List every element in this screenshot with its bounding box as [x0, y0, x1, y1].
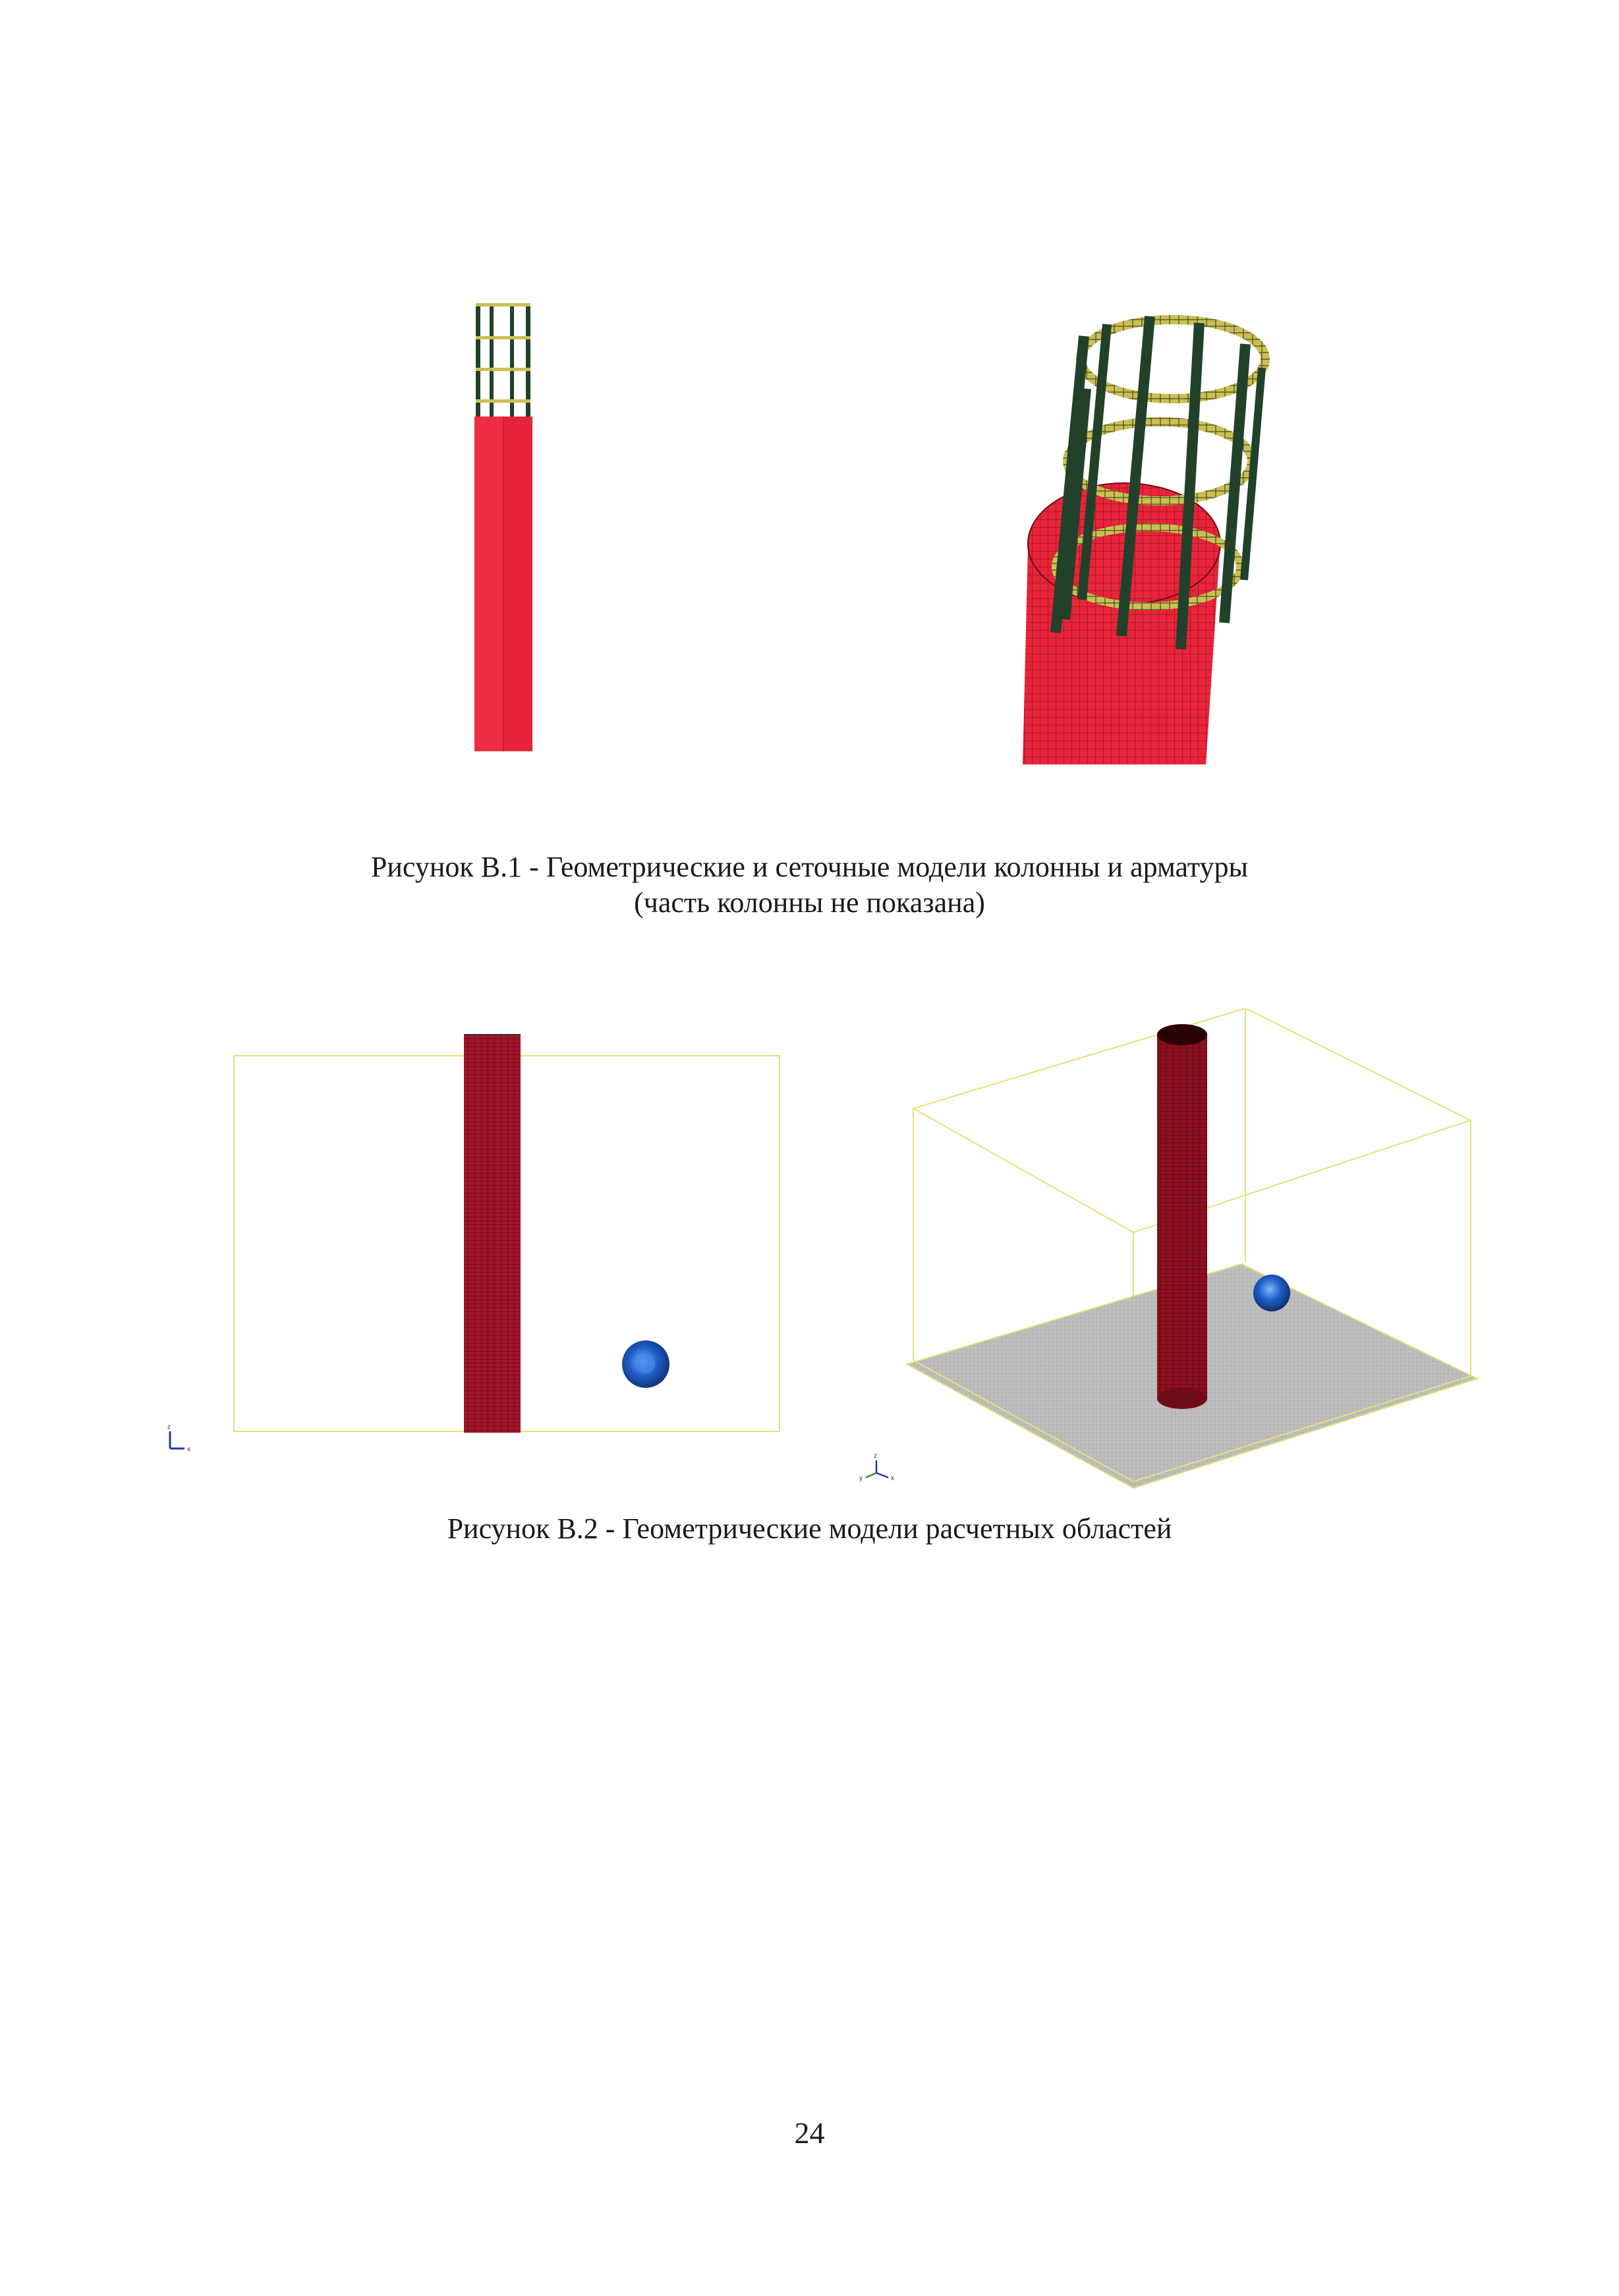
projectile-sphere-perspective	[1253, 1275, 1290, 1311]
figure-b2-caption: Рисунок В.2 - Геометрические модели расчетных областей	[447, 1512, 1172, 1545]
axis-x-label-3d: x	[891, 1475, 894, 1482]
figure-b1-caption-line1: Рисунок В.1 - Геометрические и сеточные модели колонны и арматуры	[370, 851, 1249, 883]
axis-z-label-3d: z	[874, 1452, 877, 1460]
rebar-cage-front	[476, 303, 530, 436]
axis-triad-perspective	[859, 1452, 894, 1482]
axis-x-label: x	[187, 1446, 190, 1453]
axis-y-label-3d: y	[859, 1475, 863, 1482]
axis-triad-front	[167, 1423, 190, 1453]
column-perspective-mesh-image	[1008, 290, 1285, 778]
figure-b1-caption-line2: (часть колонны не показана)	[634, 886, 985, 919]
column-mesh-perspective	[1157, 1024, 1207, 1409]
column-mesh-front	[464, 1035, 521, 1433]
column-front-view-image	[448, 290, 580, 764]
domain-perspective-view-image	[850, 1008, 1496, 1503]
domain-front-view-image	[158, 1015, 791, 1463]
page-number: 24	[794, 2116, 825, 2150]
axis-z-label: z	[167, 1423, 171, 1431]
